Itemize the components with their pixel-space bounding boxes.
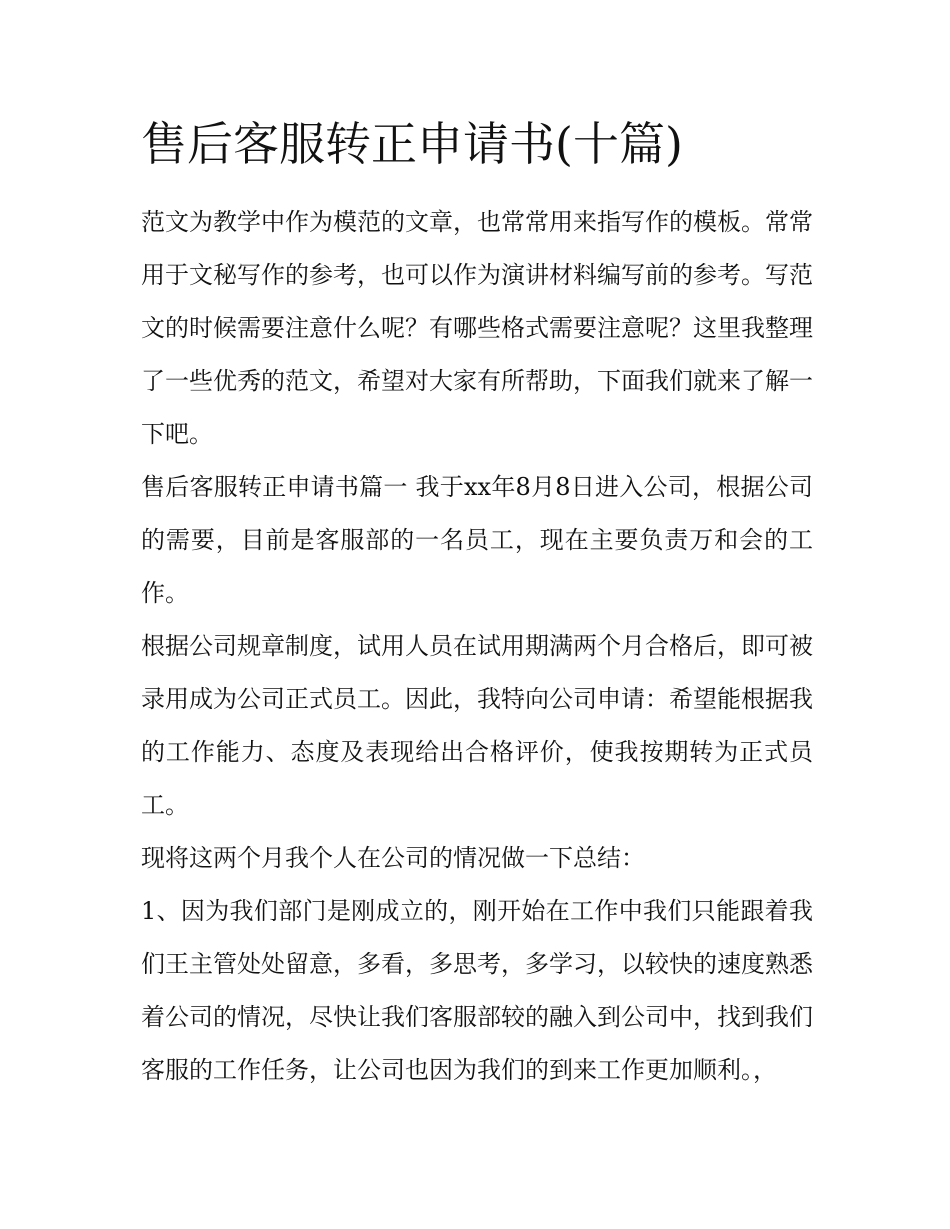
document-page <box>141 104 813 1097</box>
paragraph-intro: 范文为教学中作为模范的文章，也常常用来指写作的模板。常常用于文秘写作的参考，也可以作为演讲材料编写前的参考。写范文的时候需要注意什么呢？有哪些格式需要注意呢？这里我整理了一些优秀的范文，希望对大家有所帮助，下面我们就来了解一下吧。 <box>141 208 813 448</box>
paragraph-item-one: 1、因为我们部门是刚成立的，刚开始在工作中我们只能跟着我们王主管处处留意，多看，多思考，多学习，以较快的速度熟悉着公司的情况，尽快让我们客服部较的融入到公司中，找到我们客服的工作任务，让公司也因为我们的到来工作更加顺利。， <box>141 897 813 1084</box>
paragraph-regulation: 根据公司规章制度，试用人员在试用期满两个月合格后，即可被录用成为公司正式员工。因此，我特向公司申请：希望能根据我的工作能力、态度及表现给出合格评价，使我按期转为正式员工。 <box>141 632 813 819</box>
document-title: 售后客服转正申请书(十篇) <box>141 117 683 171</box>
paragraph-summary-intro: 现将这两个月我个人在公司的情况做一下总结： <box>141 844 645 872</box>
paragraph-chapter-one: 售后客服转正申请书篇一 我于xx年8月8日进入公司，根据公司的需要，目前是客服部的一名员工，现在主要负责万和会的工作。 <box>141 473 813 607</box>
